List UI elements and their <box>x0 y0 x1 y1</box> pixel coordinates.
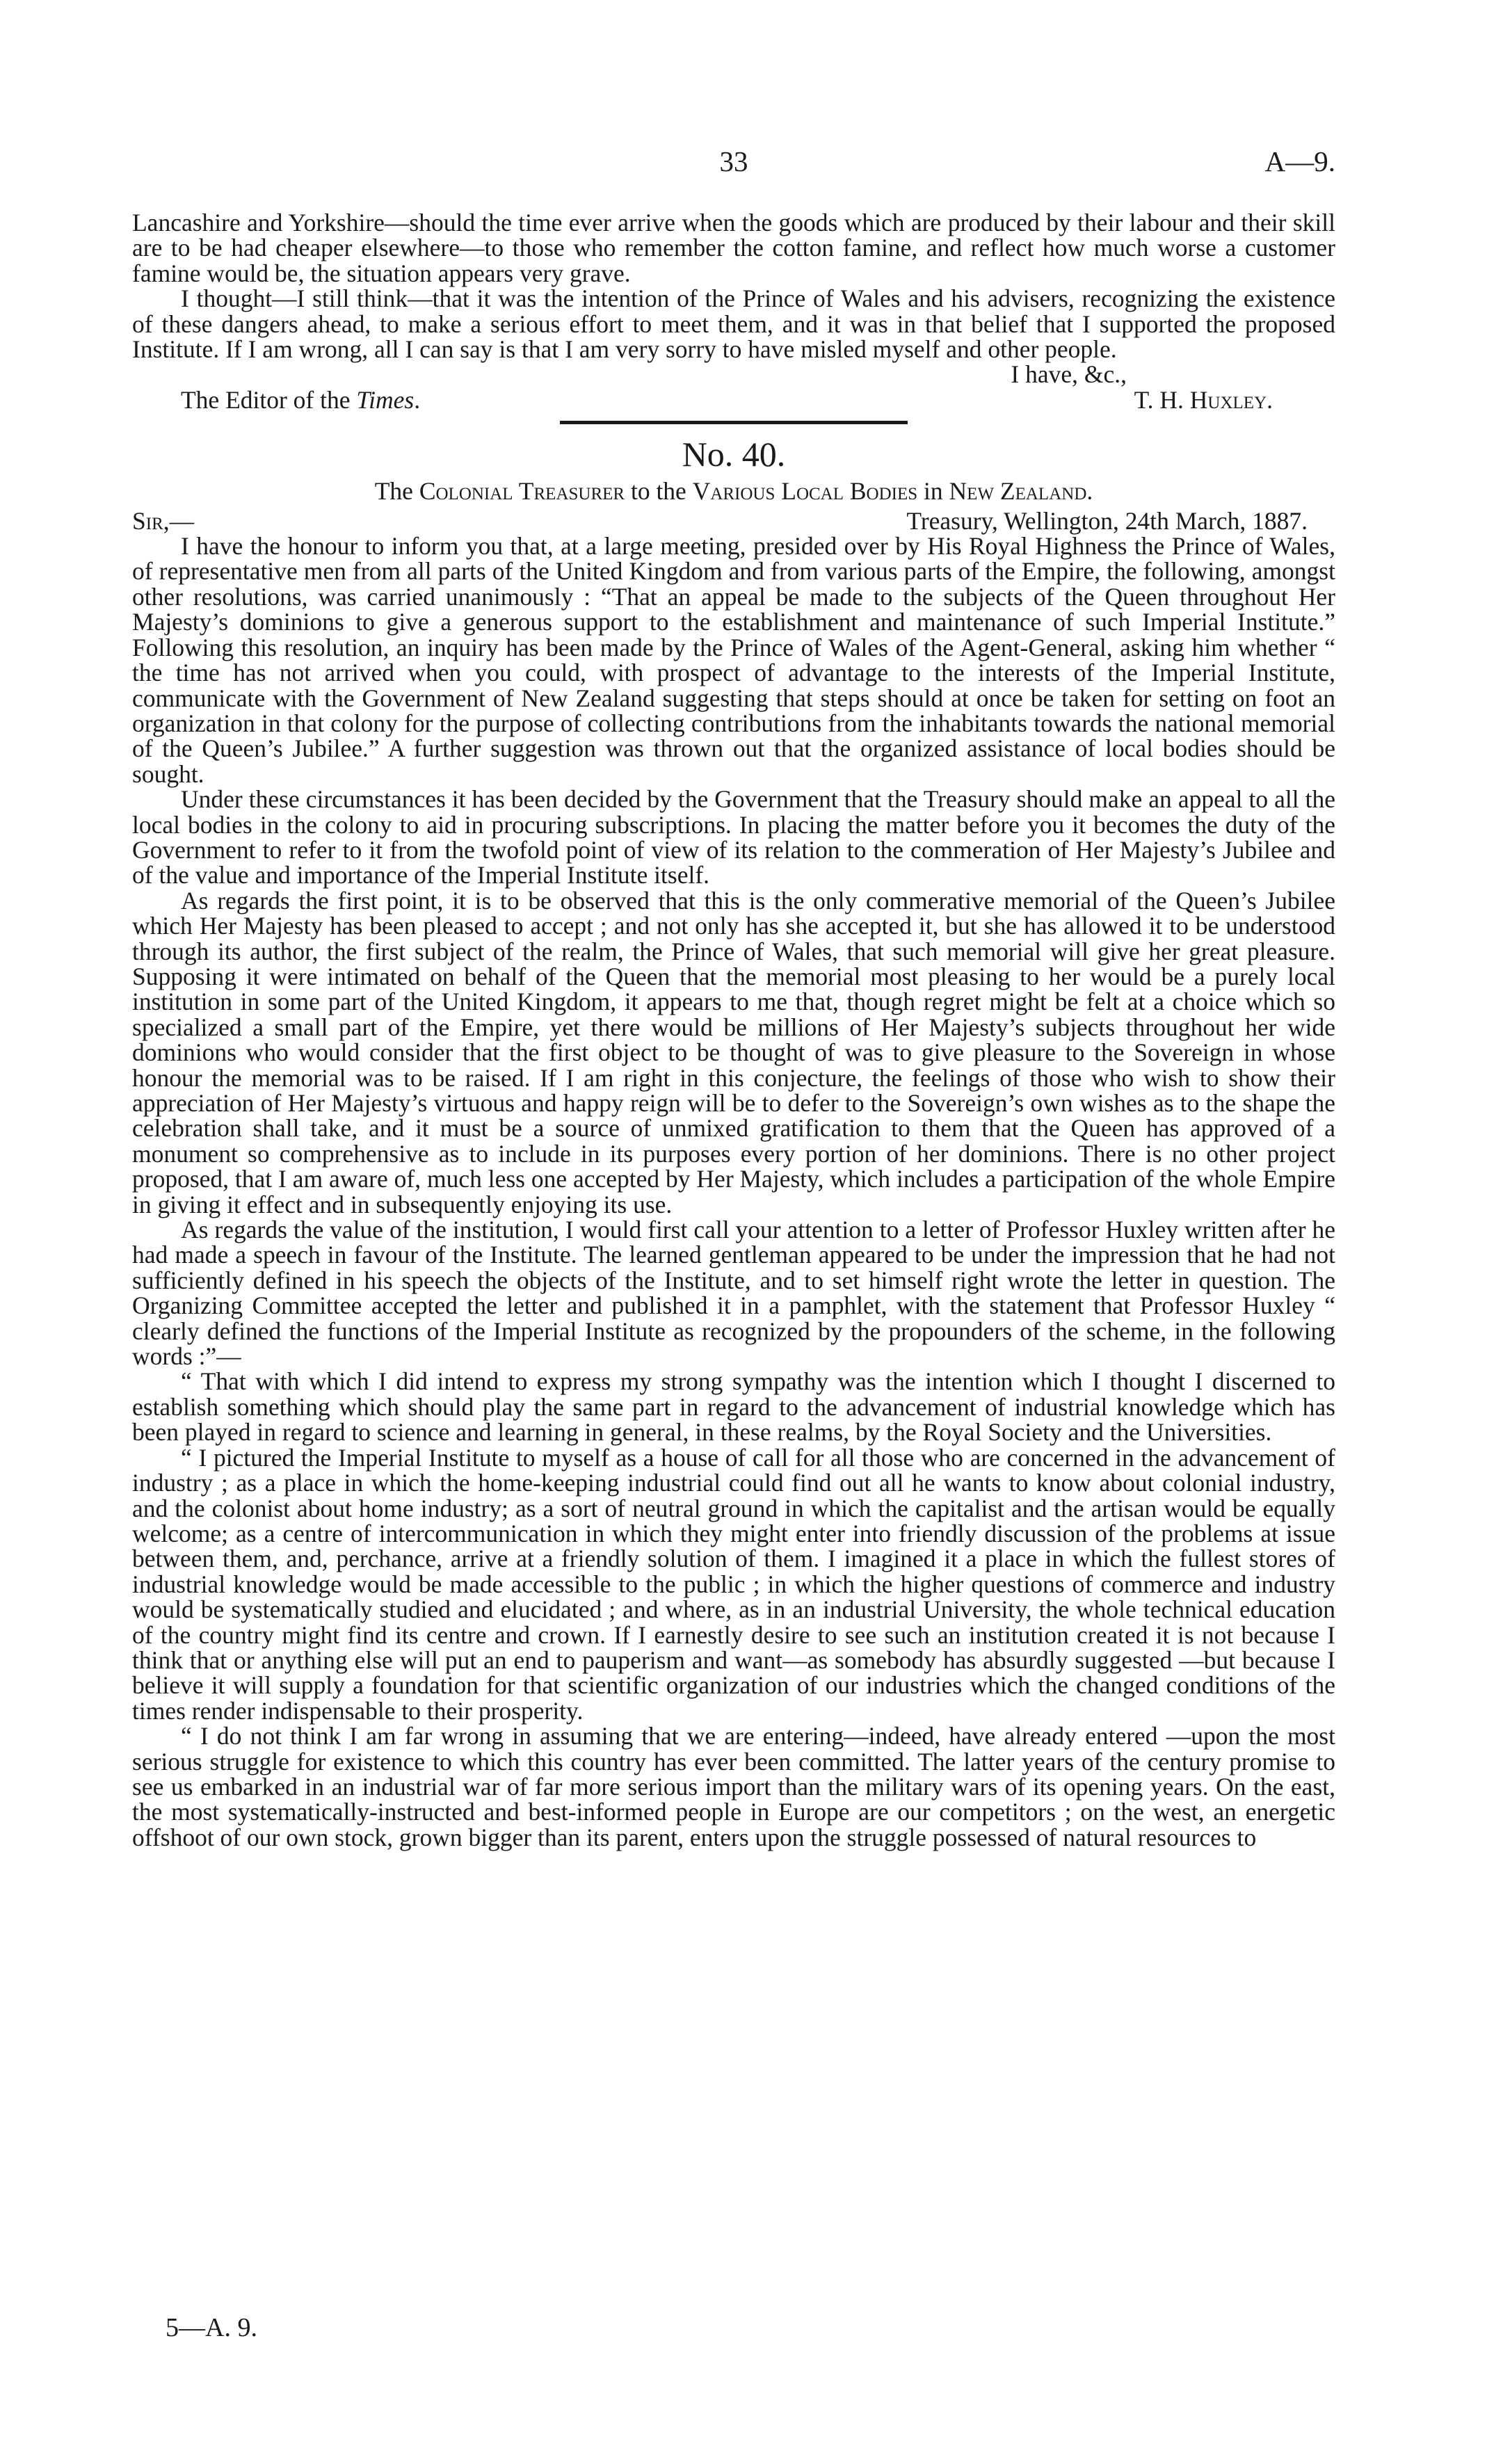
document-title <box>132 478 1335 504</box>
salutation: Sir,— <box>132 506 195 535</box>
title-place: New Zealand <box>949 477 1087 506</box>
title-recipient: Various Local Bodies <box>692 477 918 506</box>
quoted-paragraph: “ I do not think I am far wrong in assuming that we are entering—indeed, have already entered —upon the most serious struggle for existence to which this country has ever been committed. The latter years of the century promise to see us embarked in an industrial war of far more serious import than the military wars of its opening years. On the east, the most systematically-instructed and best-informed people in Europe are our competitors ; on the west, an energetic offshoot of our own stock, grown bigger than its parent, enters upon the struggle possessed of natural resources to <box>132 1722 1335 1851</box>
place-date: Treasury, Wellington, 24th March, 1887. <box>906 506 1308 535</box>
paragraph-continued: Lancashire and Yorkshire—should the time ever arrive when the goods which are produced by their labour and their skill are to be had cheaper elsewhere—to those who remember the cotton famine, and reflect how much worse a customer famine would be, the situation appears very grave. <box>132 209 1335 287</box>
page-header <box>132 145 1335 186</box>
section-divider <box>560 421 908 424</box>
title-connector: to the <box>630 477 686 506</box>
addressee-suffix: . <box>414 385 421 414</box>
letter-signature-row <box>132 387 1335 412</box>
page-number: 33 <box>719 145 748 177</box>
document-number: No. 40. <box>682 435 786 474</box>
letter-signature: T. H. Huxley. <box>1134 385 1273 414</box>
paragraph: As regards the first point, it is to be observed that this is the only commerative memorial of the Queen’s Jubilee which Her Majesty has been pleased to accept ; and not only has she accepted it, but she has allowed it to be understood through its author, the first subject of the realm, the Prince of Wales, that such memorial will give her great pleasure. Supposing it were intimated on behalf of the Queen that the memorial most pleasing to her would be a purely local institution in some part of the United Kingdom, it appears to me that, though regret might be felt at a choice which so specialized a small part of the Empire, yet there would be millions of Her Majesty’s subjects throughout her wide dominions who would consider that the first object to be thought of was to give pleasure to the Sovereign in whose honour the memorial was to be raised. If I am right in this conjecture, the feelings of those who wish to show their appreciation of Her Majesty’s virtuous and happy reign will be to defer to the Sovereign’s own wishes as to the shape the celebration shall take, and it must be a source of unmixed gratification to them that the Queen has approved of a monument so comprehensive as to include in its purposes every portion of her dominions. There is no other project proposed, that I am aware of, much less one accepted by Her Majesty, which includes a participation of the whole Empire in giving it effect and in subsequently enjoying its use. <box>132 886 1335 1218</box>
quoted-paragraph: “ That with which I did intend to express my strong sympathy was the intention which I thought I discerned to establish something which should play the same part in regard to the advancement of industrial knowledge which has been played in regard to science and learning in general, in these realms, by the Royal Society and the Universities. <box>132 1367 1335 1447</box>
title-prefix: The <box>374 477 413 506</box>
paragraph: As regards the value of the institution, I would first call your attention to a letter of Professor Huxley written after he had made a speech in favour of the Institute. The learned gentleman appeared to be under the impression that he had not sufficiently defined in his speech the objects of the Institute, and to set himself right wrote the letter in question. The Organizing Committee accepted the letter and published it in a pamphlet, with the statement that Professor Huxley “ clearly defined the functions of the Imperial Institute as recognized by the propounders of the scheme, in the following words :”— <box>132 1216 1335 1371</box>
title-connector-in: in <box>924 477 943 506</box>
addressee-newspaper: Times <box>356 385 415 414</box>
document-reference: A—9. <box>1264 145 1335 177</box>
title-suffix: . <box>1086 477 1093 506</box>
addressee-prefix: The Editor of the <box>181 385 357 414</box>
salutation-row <box>132 508 1335 533</box>
paragraph: Under these circumstances it has been decided by the Government that the Treasury should make an appeal to all the local bodies in the colony to aid in procuring subscriptions. In placing the matter before you it becomes the duty of the Government to refer to it from the twofold point of view of its relation to the commeration of Her Majesty’s Jubilee and of the value and importance of the Imperial Institute itself. <box>132 785 1335 889</box>
document-page <box>132 0 1335 2464</box>
letter-addressee <box>132 387 420 412</box>
paragraph: I thought—I still think—that it was the intention of the Prince of Wales and his advisers, recognizing the existence of these dangers ahead, to make a serious effort to meet them, and it was in that belief that I supported the proposed Institute. If I am wrong, all I can say is that I am very sorry to have misled myself and other people. <box>132 284 1335 364</box>
title-sender: Colonial Treasurer <box>419 477 625 506</box>
signature-mark: 5—A. 9. <box>166 2313 257 2342</box>
quoted-paragraph: “ I pictured the Imperial Institute to myself as a house of call for all those who are concerned in the advancement of industry ; as a place in which the home-keeping industrial could find out all he wants to know about colonial industry, and the colonist about home industry; as a sort of neutral ground in which the capitalist and the artisan would be equally welcome; as a centre of intercommunication in which they might enter into friendly discussion of the problems at issue between them, and, perchance, arrive at a friendly solution of them. I imagined it a place in which the fullest stores of industrial knowledge would be made accessible to the public ; in which the higher questions of commerce and industry would be systematically studied and elucidated ; and where, as in an industrial University, the whole technical education of the country might find its centre and crown. If I earnestly desire to see such an institution created it is not because I think that or anything else will put an end to pauperism and want—as somebody has absurdly suggested —but because I believe it will supply a foundation for that scientific organization of our industries which the changed conditions of the times render indispensable to their prosperity. <box>132 1443 1335 1725</box>
paragraph: I have the honour to inform you that, at a large meeting, presided over by His Royal Highness the Prince of Wales, of representative men from all parts of the United Kingdom and from various parts of the Empire, the following, amongst other resolutions, was carried unanimously : “That an appeal be made to the subjects of the Queen throughout Her Majesty’s dominions to give a generous support to the establishment and maintenance of such Imperial Institute.” Following this resolution, an inquiry has been made by the Prince of Wales of the Agent-General, asking him whether “ the time has not arrived when you could, with prospect of advantage to the interests of the Imperial Institute, communicate with the Government of New Zealand suggesting that steps should at once be taken for setting on foot an organization in that colony for the purpose of collecting contributions from the inhabitants towards the national memorial of the Queen’s Jubilee.” A further suggestion was thrown out that the organized assistance of local bodies should be sought. <box>132 532 1335 788</box>
page-content <box>132 210 1335 1850</box>
letter-closing-row <box>132 362 1335 387</box>
letter-closing: I have, &c., <box>1011 360 1127 389</box>
